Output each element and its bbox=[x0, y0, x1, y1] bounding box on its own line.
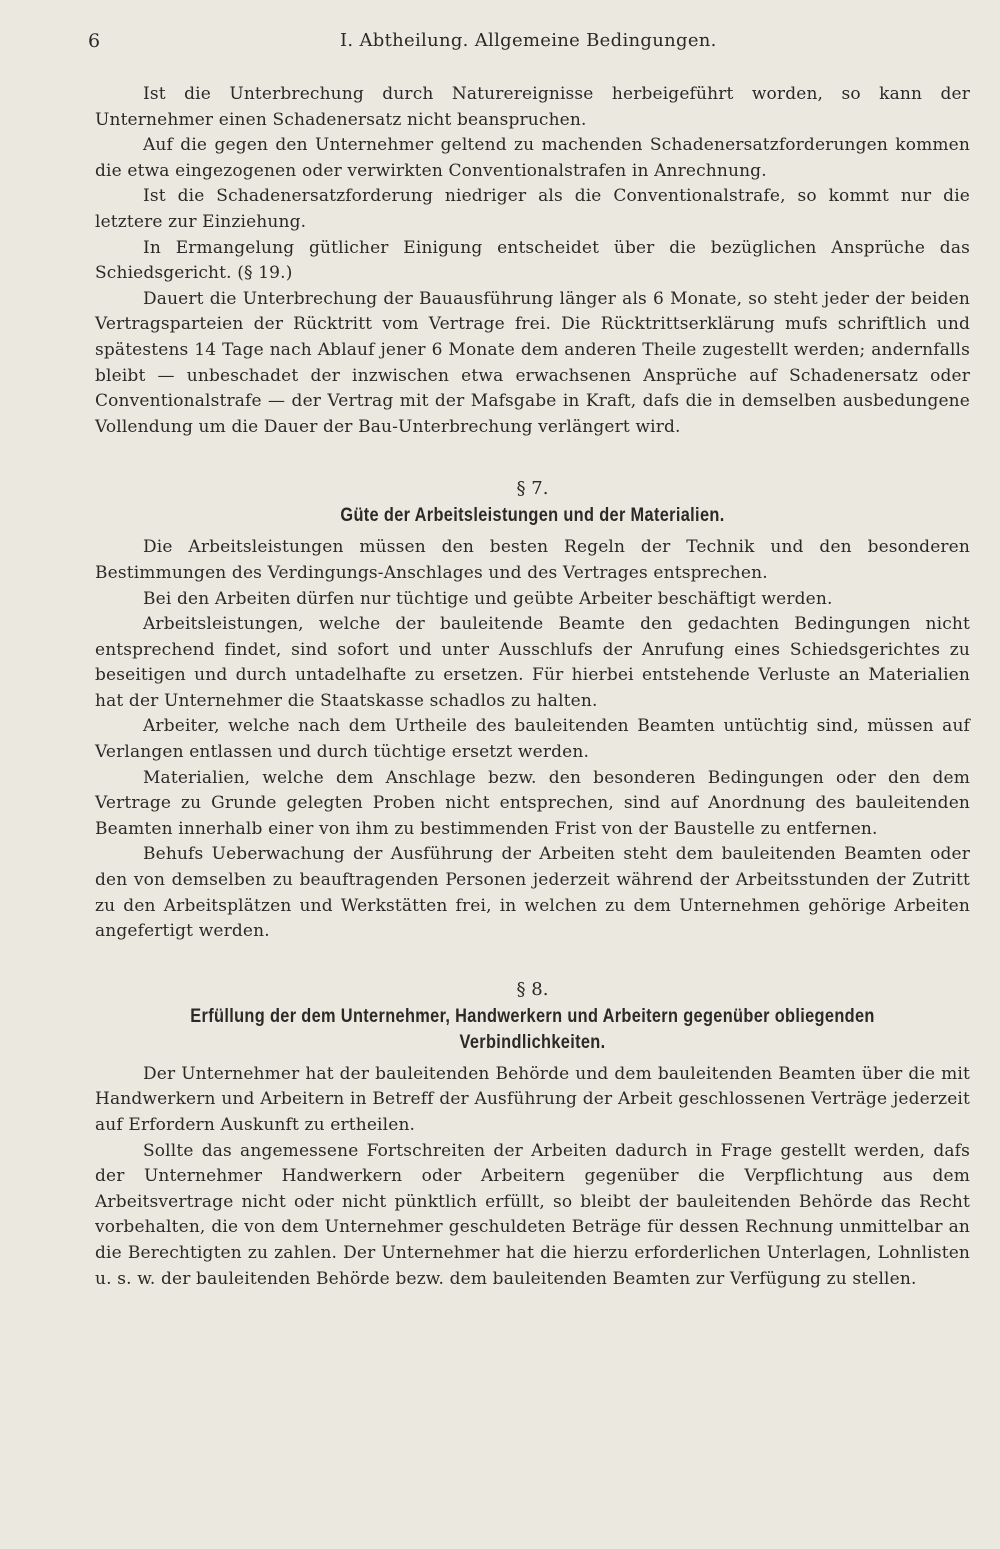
section-7-title: Güte der Arbeitsleistungen und der Materialien. bbox=[340, 505, 725, 527]
page-header bbox=[0, 30, 1000, 60]
section-8-title: Erfüllung der dem Unternehmer, Handwerkern und Arbeitern gegenüber obliegenden Verbindlichkeiten. bbox=[190, 1005, 875, 1053]
page-number: 6 bbox=[88, 30, 101, 52]
section-7-number: § 7. bbox=[516, 478, 549, 500]
running-head: I. Abtheilung. Allgemeine Bedingungen. bbox=[340, 30, 717, 51]
paragraph: Sollte das angemessene Fortschreiten der Arbeiten dadurch in Frage gestellt werden, dafs der Unternehmer Handwerkern oder Arbeitern gegenüber die Verpflichtung aus dem Arbeitsvertrage nicht oder nicht pünktlich erfüllt, so bleibt der bauleitenden Behörde das Recht vorbehalten, die von dem Unternehmer geschuldeten Beträge für dessen Rechnung unmittelbar an die Berechtigten zu zahlen. Der Unternehmer hat die hierzu erforderlichen Unterlagen, Lohnlisten u. s. w. der bauleitenden Behörde bezw. dem bauleitenden Beamten zur Verfügung zu stellen. bbox=[95, 1140, 970, 1289]
paragraph: Dauert die Unterbrechung der Bauausführung länger als 6 Monate, so steht jeder der beiden Vertragsparteien der Rücktritt vom Vertrage frei. Die Rücktrittserklärung mufs schriftlich und spätestens 14 Tage nach Ablauf jener 6 Monate dem anderen Theile zugestellt werden; andernfalls bleibt — unbeschadet der inzwischen etwa erwachsenen Ansprüche auf Schadenersatz oder Conventionalstrafe — der Vertrag mit der Mafsgabe in Kraft, dafs die in demselben ausbedungene Vollendung um die Dauer der Bau-Unterbrechung verlängert wird. bbox=[95, 288, 970, 437]
paragraph: Bei den Arbeiten dürfen nur tüchtige und geübte Arbeiter beschäftigt werden. bbox=[143, 588, 833, 609]
paragraph: Behufs Ueberwachung der Ausführung der Arbeiten steht dem bauleitenden Beamten oder den von demselben zu beauftragenden Personen jederzeit während der Arbeitsstunden der Zutritt zu den Arbeitsplätzen und Werkstätten frei, in welchen zu dem Unternehmen gehörige Arbeiten angefertigt werden. bbox=[95, 844, 970, 942]
paragraph: Auf die gegen den Unternehmer geltend zu machenden Schadenersatzforderungen kommen die etwa eingezogenen oder verwirkten Conventionalstrafen in Anrechnung. bbox=[95, 135, 970, 181]
paragraph: Der Unternehmer hat der bauleitenden Behörde und dem bauleitenden Beamten über die mit Handwerkern und Arbeitern in Betreff der Ausführung der Arbeit geschlossenen Verträge jederzeit auf Erfordern Auskunft zu ertheilen. bbox=[95, 1063, 970, 1135]
page-body bbox=[95, 82, 970, 1292]
section-8-number: § 8. bbox=[516, 978, 549, 1000]
paragraph: In Ermangelung gütlicher Einigung entscheidet über die bezüglichen Ansprüche das Schiedsgericht. (§ 19.) bbox=[95, 237, 970, 284]
paragraph: Arbeiter, welche nach dem Urtheile des bauleitenden Beamten untüchtig sind, müssen auf Verlangen entlassen und durch tüchtige ersetzt werden. bbox=[95, 716, 970, 763]
paragraph: Ist die Unterbrechung durch Naturereignisse herbeigeführt worden, so kann der Unternehmer einen Schadenersatz nicht beanspruchen. bbox=[95, 84, 970, 130]
paragraph: Materialien, welche dem Anschlage bezw. den besonderen Bedingungen oder den dem Vertrage zu Grunde gelegten Proben nicht entsprechen, sind auf Anordnung des bauleitenden Beamten innerhalb einer von ihm zu bestimmenden Frist von der Baustelle zu entfernen. bbox=[95, 767, 970, 839]
paragraph: Arbeitsleistungen, welche der bauleitende Beamte den gedachten Bedingungen nicht entsprechend findet, sind sofort und unter Ausschlufs der Anrufung eines Schiedsgerichtes zu beseitigen und durch untadelhafte zu ersetzen. Für hierbei entstehende Verluste an Materialien hat der Unternehmer die Staatskasse schadlos zu halten. bbox=[95, 614, 970, 711]
paragraph: Ist die Schadenersatzforderung niedriger als die Conventionalstrafe, so kommt nur die letztere zur Einziehung. bbox=[95, 186, 970, 232]
paragraph: Die Arbeitsleistungen müssen den besten Regeln der Technik und den besonderen Bestimmungen des Verdingungs-Anschlages und des Vertrages entsprechen. bbox=[95, 537, 970, 583]
